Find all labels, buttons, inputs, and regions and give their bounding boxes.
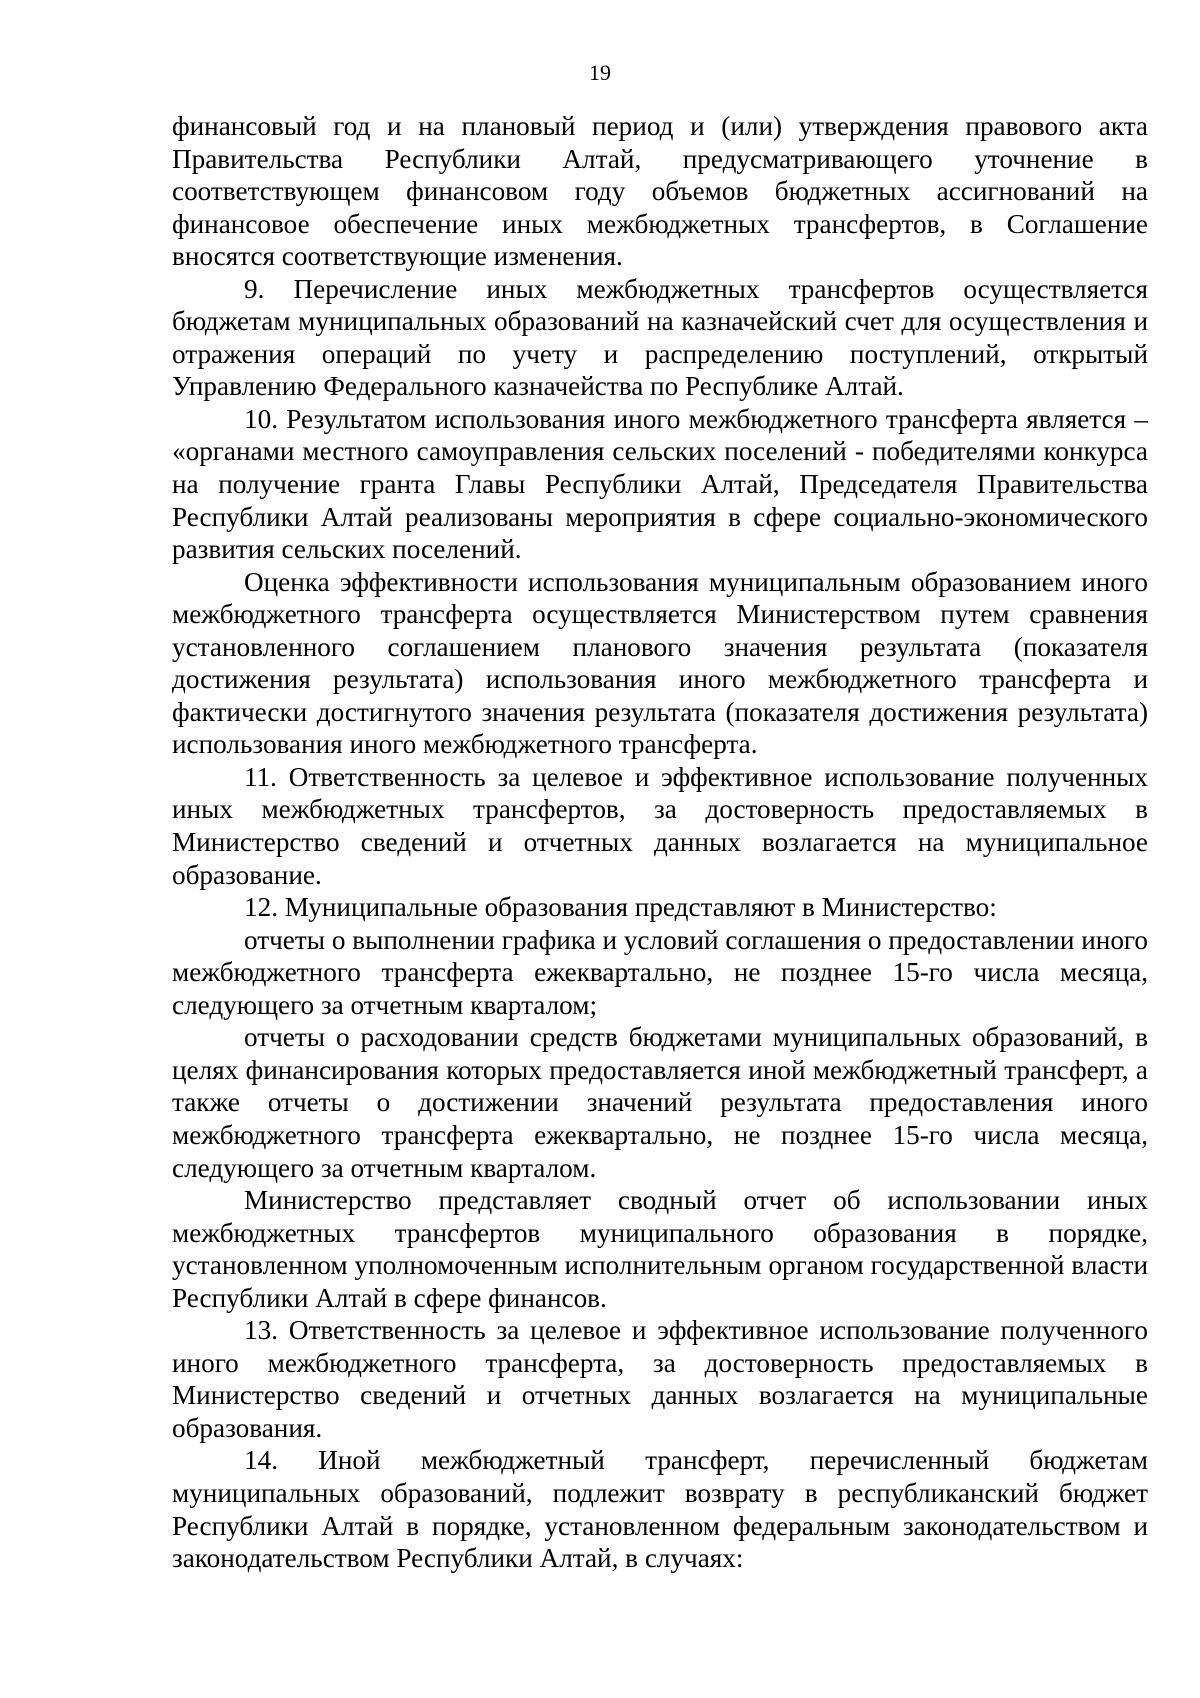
paragraph-expenditure-reports: отчеты о расходовании средств бюджетами муниципальных образований, в целях финансирования которых предоставляется иной межбюджетный трансферт, а также отчеты о достижении значений результата предоставления иного межбюджетного трансферта ежеквартально, не позднее 15-го числа месяца, следующего за отчетным кварталом.	[172, 1022, 1148, 1183]
paragraph-continuation: финансовый год и на плановый период и (или) утверждения правового акта Правительства Республики Алтай, предусматривающего уточнение в соответствующем финансовом году объемов бюджетных ассигнований на финансовое обеспечение иных межбюджетных трансфертов, в Соглашение вносятся соответствующие изменения.	[172, 111, 1148, 272]
page-number: 19	[589, 60, 611, 85]
paragraph-item-11: 11. Ответственность за целевое и эффективное использование полученных иных межбюджетных трансфертов, за достоверность предоставляемых в Министерство сведений и отчетных данных возлагается на муниципальное образование.	[172, 761, 1148, 890]
paragraph-ministry-summary-report: Министерство представляет сводный отчет об использовании иных межбюджетных трансфертов муниципального образования в порядке, установленном уполномоченным исполнительным органом государственной власти Республики Алтай в сфере финансов.	[172, 1185, 1148, 1313]
paragraph-item-14: 14. Иной межбюджетный трансферт, перечисленный бюджетам муниципальных образований, подлежит возврату в республиканский бюджет Республики Алтай в порядке, установленном федеральным законодательством и законодательством Республики Алтай, в случаях:	[172, 1445, 1148, 1574]
document-body	[172, 110, 1148, 1575]
paragraph-item-10: 10. Результатом использования иного межбюджетного трансферта является – «органами местного самоуправления сельских поселений - победителями конкурса на получение гранта Главы Республики Алтай, Председателя Правительства Республики Алтай реализованы мероприятия в сфере социально-экономического развития сельских поселений.	[172, 403, 1148, 565]
paragraph-item-13: 13. Ответственность за целевое и эффективное использование полученного иного межбюджетного трансферта, за достоверность предоставляемых в Министерство сведений и отчетных данных возлагается на муниципальные образования.	[172, 1315, 1148, 1443]
paragraph-schedule-reports: отчеты о выполнении графика и условий соглашения о предоставлении иного межбюджетного трансферта ежеквартально, не позднее 15-го числа месяца, следующего за отчетным кварталом;	[172, 924, 1148, 1020]
paragraph-item-12: 12. Муниципальные образования представляют в Министерство:	[244, 892, 997, 923]
paragraph-efficiency-assessment: Оценка эффективности использования муниципальным образованием иного межбюджетного трансферта осуществляется Министерством путем сравнения установленного соглашением планового значения результата (показателя достижения результата) использования иного межбюджетного трансферта и фактически достигнутого значения результата (показателя достижения результата) использования иного межбюджетного трансферта.	[172, 566, 1148, 760]
paragraph-item-9: 9. Перечисление иных межбюджетных трансфертов осуществляется бюджетам муниципальных образований на казначейский счет для осуществления и отражения операций по учету и распределению поступлений, открытый Управлению Федерального казначейства по Республике Алтай.	[172, 273, 1148, 402]
